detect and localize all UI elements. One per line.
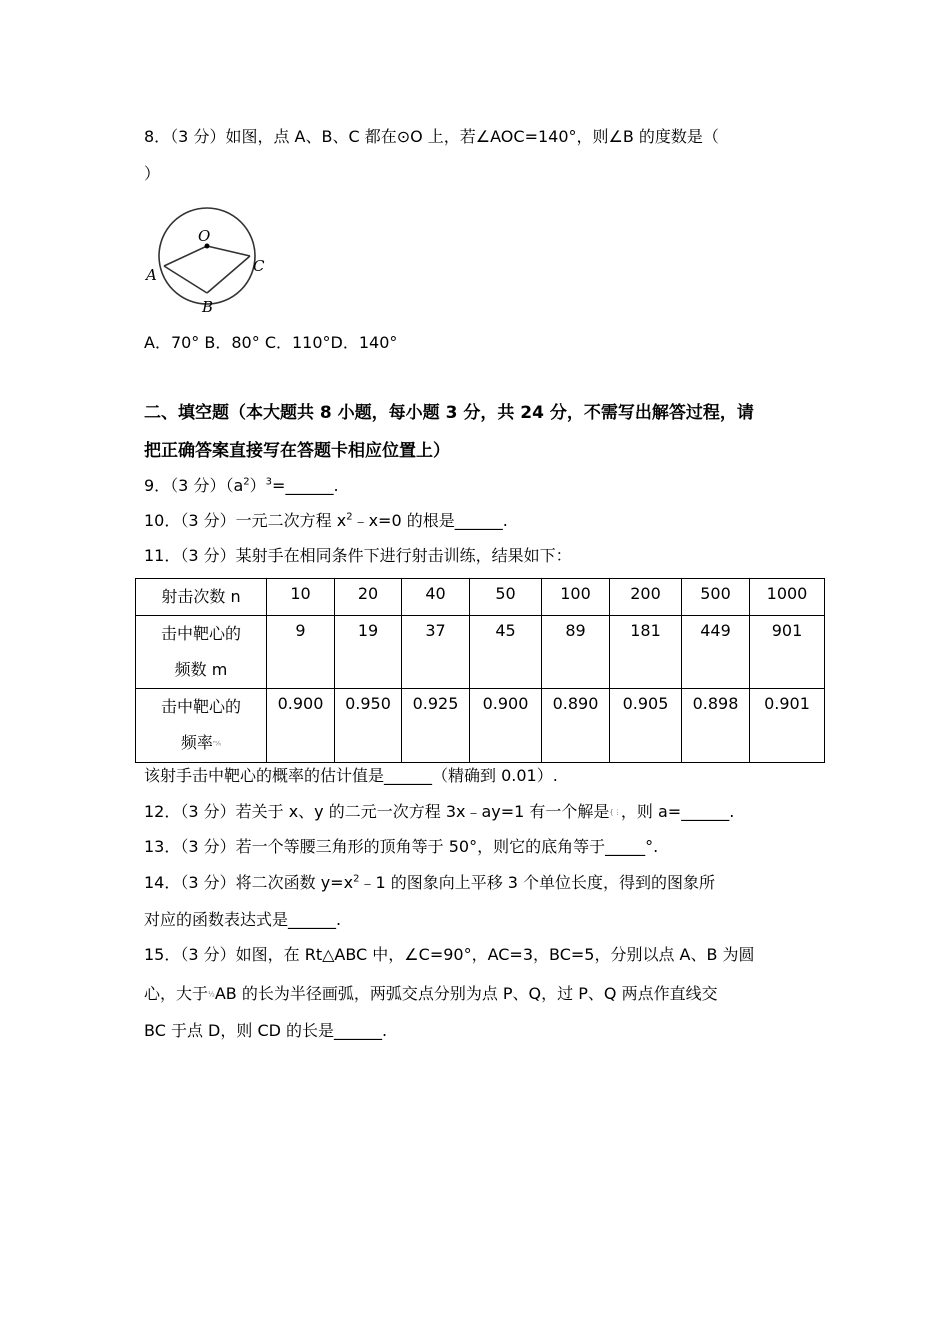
q15-stem-line3: BC 于点 D，则 CD 的长是______. [144,1021,388,1040]
table-cell: 500 [700,584,731,603]
q11-answer-line: 该射手击中靶心的概率的估计值是______（精确到 0.01）. [144,766,558,785]
segment-oc [207,246,250,256]
row-header-shots: 射击次数 n [136,579,267,616]
table-row-frequency-count [136,616,825,689]
circle-o [159,208,255,304]
table-row-frequency-rate [136,689,825,763]
table-cell: 1000 [766,584,808,603]
q13-stem: 13．（3 分）若一个等腰三角形的顶角等于 50°，则它的底角等于_____°. [144,837,659,856]
table-cell: 0.925 [412,694,459,713]
q11-stem: 11．（3 分）某射手在相同条件下进行射击训练，结果如下： [144,546,572,565]
table-cell: 0.901 [764,694,810,713]
section2-heading-line1: 二、填空题（本大题共 8 小题，每小题 3 分，共 24 分，不需写出解答过程，请 [144,403,754,423]
table-cell: 50 [495,584,516,603]
table-cell: 0.950 [345,694,391,713]
table-cell: 20 [357,584,379,603]
q8-options: A．70° B．80° C．110°D．140° [144,333,398,352]
q10-stem: 10．（3 分）一元二次方程 $x^2﹣x=0$ 的根是______. [144,511,508,530]
q8-stem-line1: 8．（3 分）如图，点 A、B、C 都在⊙O 上，若∠AOC=140°，则∠B 的度数是（ [144,127,719,146]
label-c: C [253,257,265,275]
circle-figure [144,198,284,318]
table-cell: 19 [357,621,379,640]
row-header-rate: 击中靶心的 频率ᵐ⁄ₙ [136,689,267,763]
segment-ab [164,266,207,293]
q15-stem-line1: 15．（3 分）如图，在 Rt△ABC 中，∠C=90°，AC=3，BC=5，分别以点 A、B 为圆 [144,945,755,964]
table-cell: 901 [771,621,803,640]
table-cell: 0.900 [482,694,529,713]
label-a: A [146,266,157,284]
table-cell: 10 [290,584,311,603]
table-cell: 37 [425,621,446,640]
q15-stem-line2: 心，大于½AB 的长为半径画弧，两弧交点分别为点 P、Q，过 P、Q 两点作直线交 [144,984,718,1003]
q9-stem: 9．（3 分）$(a^2)^3=\_\_\_\_\_\_$. [144,476,339,495]
table-cell: 89 [565,621,586,640]
table-row-shots [136,579,825,616]
table-cell: 0.898 [692,694,739,713]
label-o: O [198,227,211,245]
table-cell: 181 [630,621,661,640]
q14-stem-line1: 14．（3 分）将二次函数 $y=x^2﹣1$ 的图象向上平移 3 个单位长度，得到的图象所 [144,873,716,892]
shooting-results-table [135,578,825,763]
table-cell: 9 [295,621,306,640]
q14-stem-line2: 对应的函数表达式是______. [144,910,342,929]
table-cell: 100 [560,584,591,603]
table-cell: 200 [630,584,661,603]
segment-oa [164,246,207,266]
fraction-image-icon: ᵐ⁄ₙ [212,739,222,748]
table-cell: 0.890 [552,694,599,713]
q8-stem-line2: ） [144,164,161,183]
table-cell: 45 [495,621,516,640]
row-header-count: 击中靶心的 频数 m [136,616,267,689]
table-cell: 0.900 [277,694,324,713]
equation-system-image-icon: {⋮ [609,808,621,817]
fraction-half-image-icon: ½ [208,990,215,999]
q12-stem: 12．（3 分）若关于 x、y 的二元一次方程 3x﹣ay=1 有一个解是{⋮，则 a=______. [144,802,735,821]
table-cell: 449 [700,621,731,640]
table-cell: 0.905 [622,694,669,713]
table-cell: 40 [425,584,446,603]
section2-heading-line2: 把正确答案直接写在答题卡相应位置上） [144,441,450,461]
label-b: B [202,298,214,316]
